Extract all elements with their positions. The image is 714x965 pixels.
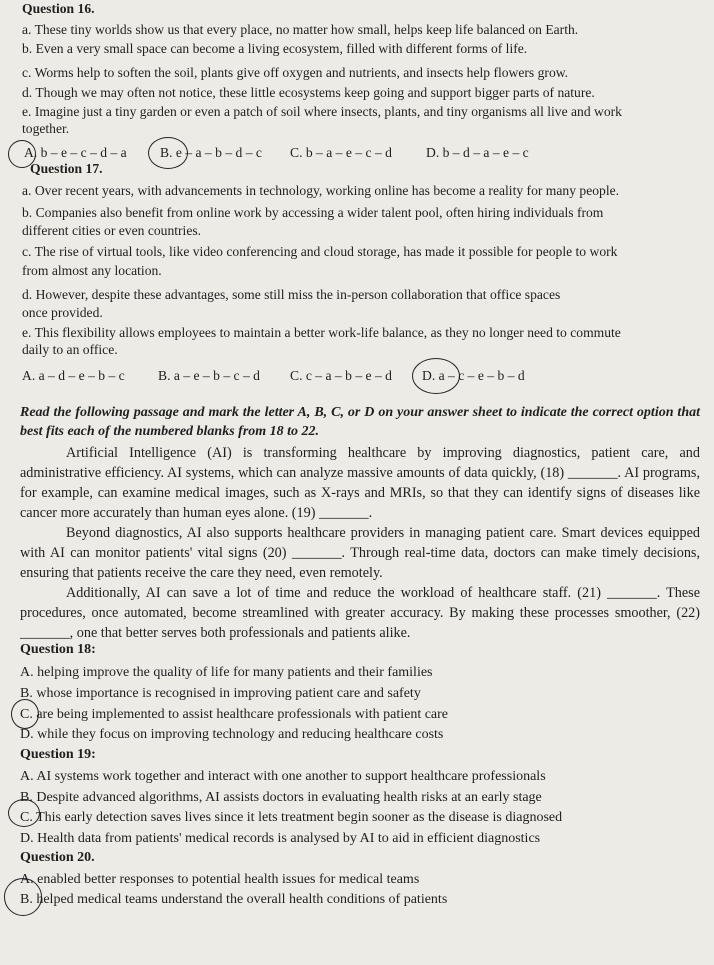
question-20-heading: Question 20. [20, 850, 95, 865]
question-16-heading: Question 16. [22, 1, 95, 16]
q16-option-c[interactable]: C. b – a – e – c – d [290, 145, 392, 160]
instruction: Read the following passage and mark the letter A, B, C, or D on your answer sheet to indicate the correct option that best fits each of the numbered blanks from 18 to 22. [20, 405, 700, 439]
q17-option-b[interactable]: B. a – e – b – c – d [158, 368, 260, 383]
answer-circle-q18 [11, 699, 39, 729]
q16-item-e: e. Imagine just a tiny garden or even a patch of soil where insects, plants, and tiny organisms all live and work [22, 104, 622, 119]
q16-item-b: b. Even a very small space can become a living ecosystem, filled with different forms of life. [22, 41, 528, 56]
q20-option-a[interactable]: A. enabled better responses to potential health issues for medical teams [20, 872, 420, 887]
q16-option-b[interactable]: B. e – a – b – d – c [160, 145, 262, 160]
q16-item-d: d. Though we may often not notice, these little ecosystems keep going and support bigger parts of nature. [22, 85, 595, 100]
passage-paragraph-2: Beyond diagnostics, AI also supports healthcare providers in managing patient care. Smart devices equipped with AI can monitor patients' vital signs (20) _______. Through real-time data, doctors can make timely decisions, ensuring that patients receive the care they need, even remotely. [20, 525, 700, 581]
q16-item-a: a. These tiny worlds show us that every place, no matter how small, helps keep life balanced on Earth. [22, 22, 579, 37]
q16-option-a[interactable]: A. b – e – c – d – a [24, 145, 127, 160]
q17-option-d[interactable]: D. a – c – e – b – d [422, 368, 525, 383]
q19-option-c[interactable]: C. This early detection saves lives since it lets treatment begin sooner as the disease is diagnosed [20, 810, 563, 825]
answer-circle-q20 [4, 878, 42, 916]
q17-option-a[interactable]: A. a – d – e – b – c [22, 368, 125, 383]
q19-option-a[interactable]: A. AI systems work together and interact with one another to support healthcare professionals [20, 769, 546, 784]
passage-paragraph-1: Artificial Intelligence (AI) is transforming healthcare by improving diagnostics, patient care, and administrative efficiency. AI systems, which can analyze massive amounts of data quickly, (18) _______. AI programs, for example, can examine medical images, such as X-rays and MRIs, so that they can identify signs of diseases like cancer more accurately than human eyes alone. (19) _______. [20, 445, 700, 521]
q17-item-d: d. However, despite these advantages, some still miss the in-person collaboration that office spaces [22, 287, 561, 302]
answer-circle-q19 [8, 799, 40, 827]
q17-item-b: b. Companies also benefit from online work by accessing a wider talent pool, often hiring individuals from [22, 205, 604, 220]
q17-item-b-cont: different cities or even countries. [22, 223, 202, 238]
q17-item-c-cont: from almost any location. [22, 263, 162, 278]
answer-circle-q17 [412, 358, 460, 394]
q17-item-d-cont: once provided. [22, 305, 103, 320]
q18-option-d[interactable]: D. while they focus on improving technology and reducing healthcare costs [20, 727, 444, 742]
q19-option-d[interactable]: D. Health data from patients' medical records is analysed by AI to aid in efficient diagnostics [20, 831, 541, 846]
q16-item-e-cont: together. [22, 121, 70, 136]
q18-option-a[interactable]: A. helping improve the quality of life for many patients and their families [20, 665, 433, 680]
passage-paragraph-3: Additionally, AI can save a lot of time and reduce the workload of healthcare staff. (21) _______. These procedures, once automated, become streamlined with greater accuracy. By making these processes smoother, (22) _______, one that better serves both professionals and patients alike. [20, 585, 700, 641]
q17-item-a: a. Over recent years, with advancements in technology, working online has become a reality for many people. [22, 183, 620, 198]
answer-circle-q16 [148, 137, 188, 169]
q17-item-c: c. The rise of virtual tools, like video conferencing and cloud storage, has made it possible for people to work [22, 244, 618, 259]
q17-option-c[interactable]: C. c – a – b – e – d [290, 368, 392, 383]
q17-item-e: e. This flexibility allows employees to maintain a better work-life balance, as they no longer need to commute [22, 325, 621, 340]
question-17-heading: Question 17. [30, 161, 103, 176]
question-18-heading: Question 18: [20, 642, 96, 657]
q19-option-b[interactable]: B. Despite advanced algorithms, AI assists doctors in evaluating health risks at an early stage [20, 790, 542, 805]
q18-option-c[interactable]: C. are being implemented to assist healthcare professionals with patient care [20, 707, 449, 722]
q20-option-b[interactable]: B. helped medical teams understand the overall health conditions of patients [20, 892, 448, 907]
q16-item-c: c. Worms help to soften the soil, plants give off oxygen and nutrients, and insects help flowers grow. [22, 65, 569, 80]
question-19-heading: Question 19: [20, 747, 96, 762]
q18-option-b[interactable]: B. whose importance is recognised in improving patient care and safety [20, 686, 421, 701]
q16-option-d[interactable]: D. b – d – a – e – c [426, 145, 529, 160]
q17-item-e-cont: daily to an office. [22, 342, 118, 357]
